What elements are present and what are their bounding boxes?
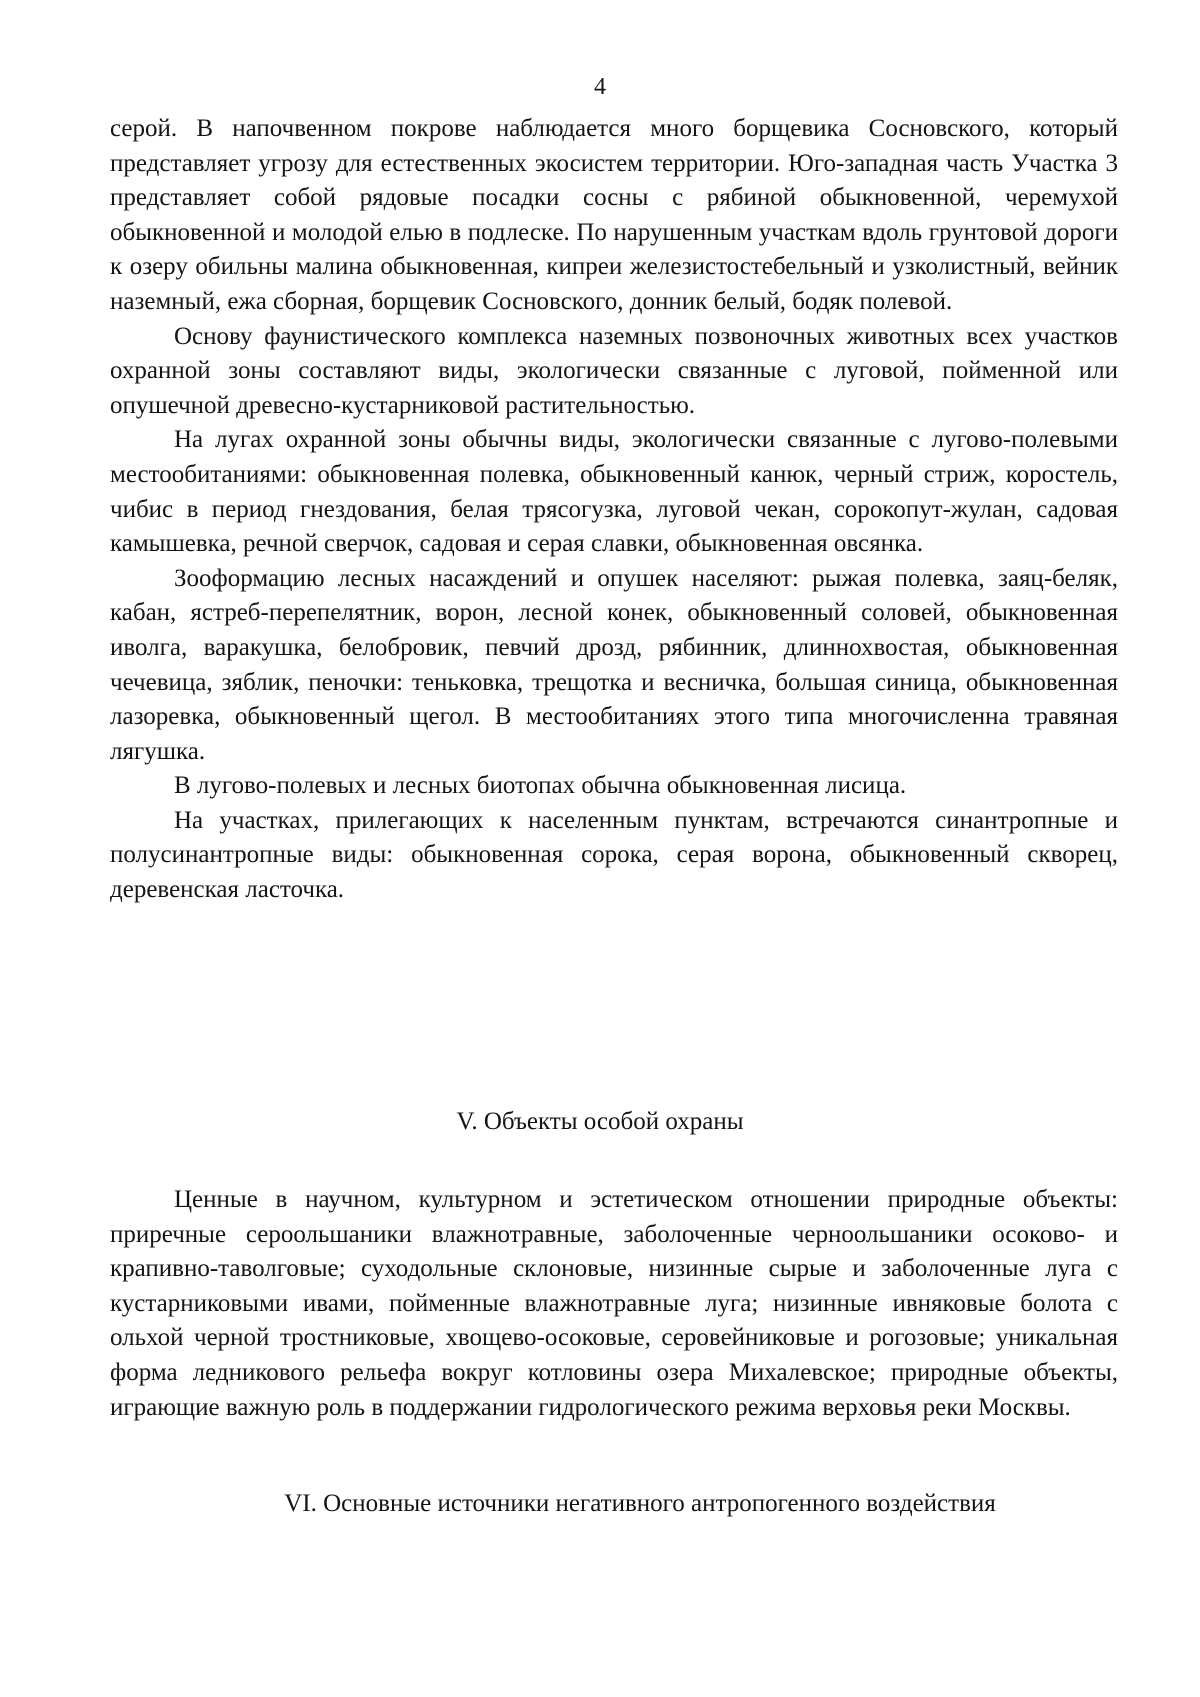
paragraph-protected-objects: Ценные в научном, культурном и эстетическом отношении природные объекты: приречные сероольшаники влажнотравные, заболоченные черноольшаники осоково- и крапивно-таволговые; суходольные склоновые, низинные сырые и заболоченные луга с кустарниковыми ивами, пойменные влажнотравные луга; низинные ивняковые болота с ольхой черной тростниковые, хвощево-осоковые, серовейниковые и рогозовые; уникальная форма ледникового рельефа вокруг котловины озера Михалевское; природные объекты, играющие важную роль в поддержании гидрологического режима верховья реки Москвы. <box>110 1186 1118 1421</box>
section-heading-vi-wrapper <box>0 1487 1200 1521</box>
paragraph-flora-continuation: серой. В напочвенном покрове наблюдается много борщевика Сосновского, который представляет угрозу для естественных экосистем территории. Юго-западная часть Участка 3 представляет собой рядовые посадки сосны с рябиной обыкновенной, черемухой обыкновенной и молодой елью в подлеске. По нарушенным участкам вдоль грунтовой дороги к озеру обильны малина обыкновенная, кипреи железистостебельный и узколистный, вейник наземный, ежа сборная, борщевик Сосновского, донник белый, бодяк полевой. <box>110 115 1118 315</box>
paragraph-fauna-basis: Основу фаунистического комплекса наземных позвоночных животных всех участков охранной зоны составляют виды, экологически связанные с луговой, пойменной или опушечной древесно-кустарниковой растительностью. <box>110 322 1118 419</box>
section-heading-vi: VI. Основные источники негативного антропогенного воздействия <box>284 1490 996 1517</box>
paragraph-forest-species: Зооформацию лесных насаждений и опушек населяют: рыжая полевка, заяц-беляк, кабан, ястреб-перепелятник, ворон, лесной конек, обыкновенный соловей, обыкновенная иволга, варакушка, белобровик, певчий дрозд, рябинник, длиннохвостая, обыкновенная чечевица, зяблик, пеночки: теньковка, трещотка и весничка, большая синица, обыкновенная лазоревка, обыкновенный щегол. В местообитаниях этого типа многочисленна травяная лягушка. <box>110 564 1118 765</box>
paragraph-synanthropic-species: На участках, прилегающих к населенным пунктам, встречаются синантропные и полусинантропные виды: обыкновенная сорока, серая ворона, обыкновенный скворец, деревенская ласточка. <box>110 806 1118 904</box>
section-heading-v: V. Объекты особой охраны <box>456 1108 744 1135</box>
main-text <box>110 112 1118 908</box>
paragraph-fox: В лугово-полевых и лесных биотопах обычна обыкновенная лисица. <box>174 772 907 800</box>
paragraph-meadow-species: На лугах охранной зоны обычны виды, экологически связанные с лугово-полевыми местообитаниями: обыкновенная полевка, обыкновенный канюк, черный стриж, коростель, чибис в период гнездования, белая трясогузка, луговой чекан, сорокопут-жулан, садовая камышевка, речной сверчок, садовая и серая славки, обыкновенная овсянка. <box>110 426 1118 558</box>
section-v-text <box>110 1183 1118 1425</box>
page-number: 4 <box>594 74 606 100</box>
